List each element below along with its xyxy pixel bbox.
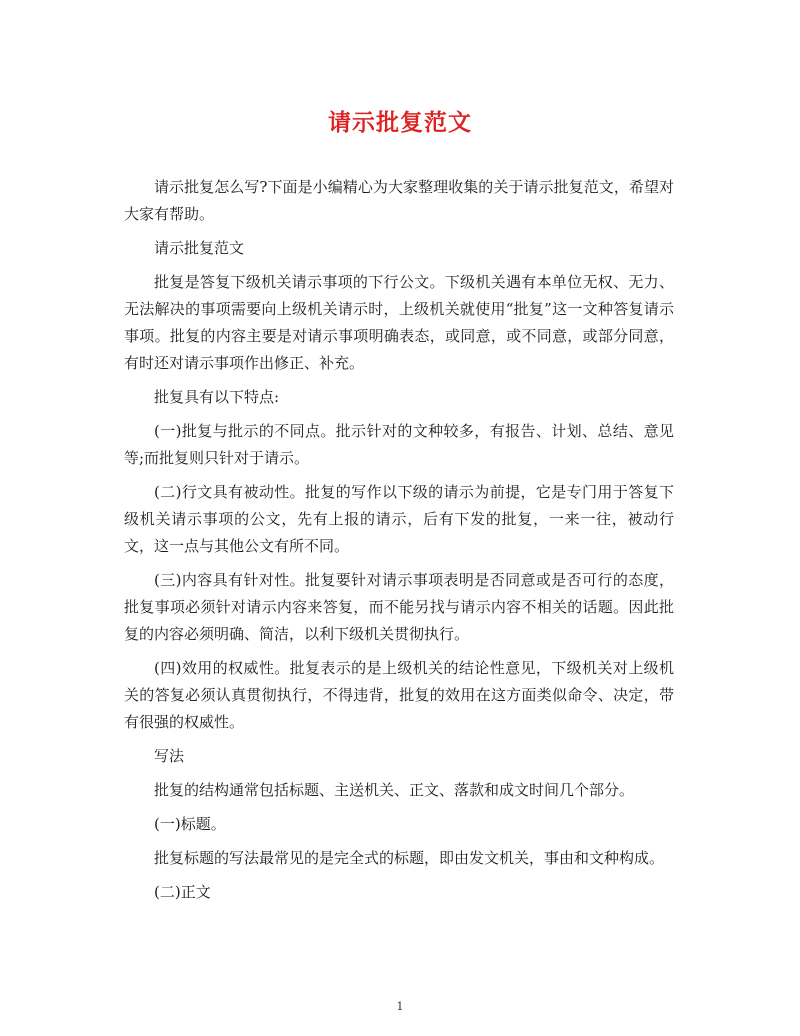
- paragraph-title-heading: (一)标题。: [154, 815, 226, 833]
- page-number: 1: [396, 1000, 404, 1013]
- paragraph-feature-1: (一)批复与批示的不同点。批示针对的文种较多，有报告、计划、总结、意见等;而批复则只针对于请示。: [124, 422, 674, 467]
- paragraph-feature-4: (四)效用的权威性。批复表示的是上级机关的结论性意见，下级机关对上级机关的答复必须认真贯彻执行，不得违背，批复的效用在这方面类似命令、决定，带有很强的权威性。: [124, 659, 674, 731]
- paragraph-writing-heading: 写法: [154, 747, 185, 765]
- paragraph-feature-2: (二)行文具有被动性。批复的写作以下级的请示为前提，它是专门用于答复下级机关请示事项的公文，先有上报的请示，后有下发的批复，一来一往，被动行文，这一点与其他公文有所不同。: [124, 483, 674, 555]
- paragraph-title-desc: 批复标题的写法最常见的是完全式的标题，即由发文机关，事由和文种构成。: [154, 849, 665, 867]
- paragraph-body-heading: (二)正文: [154, 883, 211, 901]
- document-body: [124, 174, 674, 913]
- document-title: 请示批复范文: [328, 109, 472, 136]
- paragraph-intro: 请示批复怎么写?下面是小编精心为大家整理收集的关于请示批复范文，希望对大家有帮助。: [124, 178, 674, 223]
- paragraph-feature-3: (三)内容具有针对性。批复要针对请示事项表明是否同意或是否可行的态度，批复事项必须针对请示内容来答复，而不能另找与请示内容不相关的话题。因此批复的内容必须明确、简洁，以利下级机关贯彻执行。: [124, 571, 674, 643]
- paragraph-structure: 批复的结构通常包括标题、主送机关、正文、落款和成文时间几个部分。: [154, 781, 635, 799]
- paragraph-subheading: 请示批复范文: [154, 239, 245, 257]
- paragraph-features-heading: 批复具有以下特点:: [154, 388, 280, 406]
- paragraph-definition: 批复是答复下级机关请示事项的下行公文。下级机关遇有本单位无权、无力、无法解决的事项需要向上级机关请示时，上级机关就使用“批复”这一文种答复请示事项。批复的内容主要是对请示事项明确表态，或同意，或不同意，或部分同意，有时还对请示事项作出修正、补充。: [124, 273, 674, 372]
